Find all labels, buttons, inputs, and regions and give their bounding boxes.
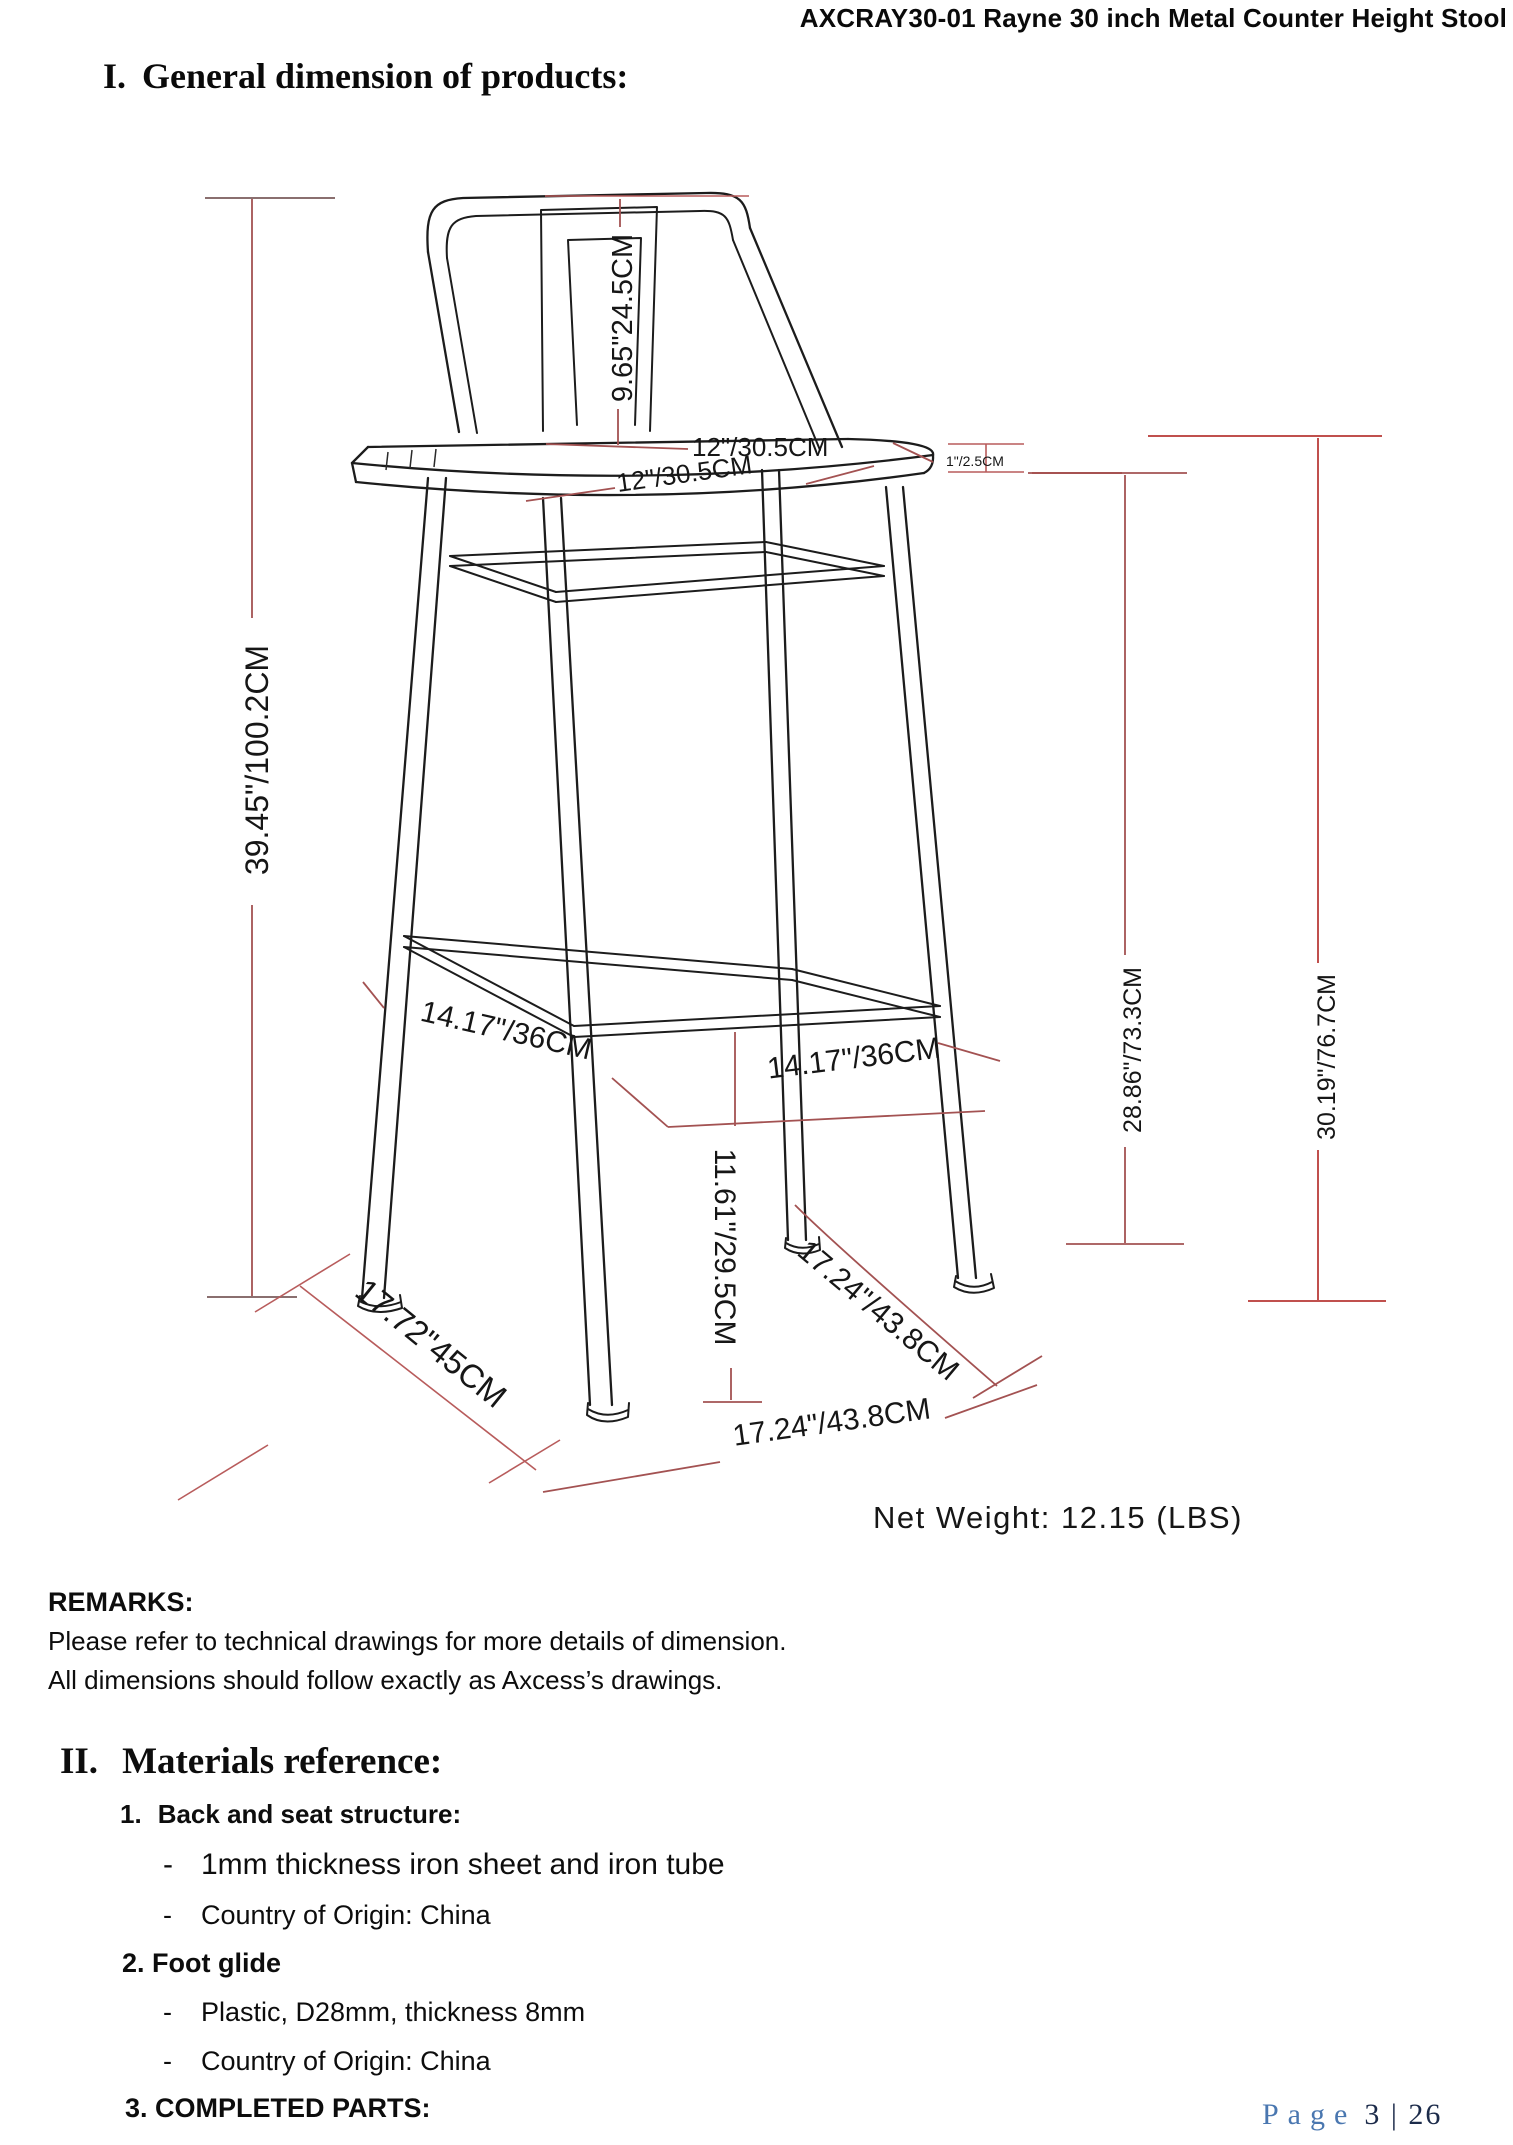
materials-item-2-title: 2. Foot glide (122, 1948, 281, 1978)
dim-seat-top: 12"/30.5CM (692, 432, 829, 462)
section-2-heading (60, 1740, 725, 1783)
materials-item-2-sub-2-text: Country of Origin: China (201, 2046, 491, 2076)
bullet-dash: - (163, 1997, 172, 2027)
dim-floor-left: 17.72"45CM (348, 1271, 514, 1415)
page-footer (1262, 2098, 1442, 2132)
stool-outline (352, 193, 994, 1422)
dim-floor-front: 17.24"/43.8CM (730, 1392, 933, 1453)
materials-section (0, 1740, 725, 2124)
section-2-numeral: II. (60, 1741, 99, 1782)
materials-item-1-label: Back and seat structure: (157, 1799, 462, 1829)
materials-item-1-title (120, 1799, 725, 1830)
section-2-title: Materials reference: (122, 1741, 443, 1782)
dim-height-front: 28.86"/73.3CM (1119, 967, 1147, 1133)
remarks-line-1: Please refer to technical drawings for more details of dimension. (48, 1626, 787, 1656)
net-weight-label: Net Weight: 12.15 (LBS) (873, 1500, 1243, 1535)
section-1-title: General dimension of products: (142, 56, 629, 96)
materials-item-3-title: 3. COMPLETED PARTS: (125, 2093, 431, 2123)
materials-item-2-sub-1 (163, 1997, 725, 2028)
page-word: Page (1262, 2098, 1357, 2131)
bullet-dash: - (163, 1900, 172, 1930)
dim-seat-front: 12"/30.5CM (614, 449, 754, 498)
document-title: AXCRAY30-01 Rayne 30 inch Metal Counter Height Stool (799, 3, 1507, 33)
remarks-section (48, 1583, 786, 1700)
bullet-dash: - (163, 2046, 172, 2076)
dim-footrest-height: 11.61"/29.5CM (708, 1148, 741, 1346)
materials-item-2-sub-1-text: Plastic, D28mm, thickness 8mm (201, 1997, 586, 2027)
materials-item-1-sub-2-text: Country of Origin: China (201, 1900, 491, 1930)
dim-floor-diag: 17.24"/43.8CM (791, 1234, 965, 1388)
dimension-labels (239, 234, 1341, 1535)
materials-item-1-sub-1-text: 1mm thickness iron sheet and iron tube (201, 1848, 725, 1881)
materials-item-2-sub-2 (163, 2046, 725, 2077)
section-1-numeral: I. (103, 56, 127, 96)
page-number: 3 | 26 (1364, 2098, 1443, 2131)
materials-item-1-sub-2 (163, 1900, 725, 1931)
dim-footrest-left: 14.17"/36CM (417, 995, 595, 1067)
dim-seat-thickness: 1"/2.5CM (946, 453, 1004, 469)
remarks-line-2: All dimensions should follow exactly as Axcess’s drawings. (48, 1665, 723, 1695)
materials-item-1-number: 1. (120, 1799, 142, 1829)
dim-footrest-front: 14.17"/36CM (765, 1031, 943, 1086)
bullet-dash: - (163, 1848, 173, 1881)
remarks-title: REMARKS: (48, 1587, 194, 1617)
dim-overall-height: 39.45"/100.2CM (239, 644, 275, 876)
dim-height-back: 30.19"/76.7CM (1313, 974, 1341, 1140)
dim-back-height: 9.65"24.5CM (607, 233, 639, 403)
materials-item-1-sub-1 (163, 1848, 725, 1882)
